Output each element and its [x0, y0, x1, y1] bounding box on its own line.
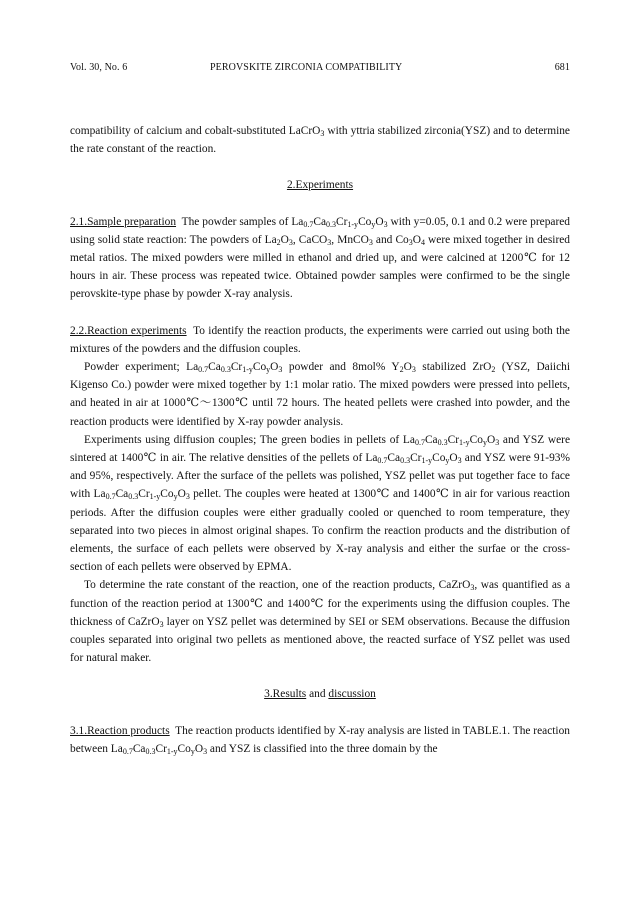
section-heading-and: and — [309, 688, 326, 701]
subsection-title-sample-preparation: 2.1.Sample preparation — [70, 215, 177, 228]
section-heading-text: 2.Experiments — [286, 179, 354, 192]
powder-experiment-paragraph: Powder experiment; $La_{0.7}Ca_{0.3}Cr_{1-y}Co_yO_3$ powder and 8mol% $Y_2O_3$ stabilized ZrO$_2$ (YSZ, Daiichi Kigenso Co.) powder were mixed together by 1:1 molar ratio. The mixed powders were pressed into pellets, and heated in air at 1000℃～1300℃ until 72 hours. The heated pellets were crashed into powder, and the reaction products were identified by X-ray powder analysis. — [70, 361, 570, 428]
sample-preparation-paragraph — [70, 213, 570, 304]
subsection-title-reaction-experiments: 2.2.Reaction experiments — [70, 324, 187, 337]
page-number: 681 — [554, 62, 570, 73]
section-heading-results-b: discussion — [328, 688, 376, 701]
reaction-products-paragraph — [70, 722, 570, 758]
reaction-experiments-text: To identify the reaction products, the experiments were carried out using both the mixtures of the powders and the diffusion couples. — [70, 324, 570, 355]
section-heading-results — [70, 685, 570, 703]
running-title: PEROVSKITE ZIRCONIA COMPATIBILITY — [210, 62, 403, 73]
intro-paragraph: compatibility of calcium and cobalt-substituted LaCrO$_3$ with yttria stabilized zirconia(YSZ) and to determine the rate constant of the reaction. — [70, 125, 570, 156]
diffusion-couples-paragraph: Experiments using diffusion couples; The green bodies in pellets of $La_{0.7}Ca_{0.3}Cr_{1-y}Co_yO_3$ and YSZ were sintered at 1400℃ in air. The relative densities of the pellets of $La_{0.7}Ca_{0.3}Cr_{1-y}Co_yO_3$ and YSZ were 91-93% and 95%, respectively. After the surface of the pellets was polished, YSZ pellet was put together face to face with $La_{0.7}Ca_{0.3}Cr_{1-y}Co_yO_3$ pellet. The couples were heated at 1300℃ and 1400℃ in air for various reaction periods. After the diffusion couples were either gradually cooled or quenched to room temperature, they separated into two pieces in almost original shapes. To confirm the reaction products and the distribution of elements, the surface of each pellets were observed by X-ray analysis and either the surfae or the cross-section of each pellets were observed by EPMA. — [70, 433, 571, 574]
section-heading-results-a: 3.Results — [264, 688, 307, 701]
reaction-products-text: The reaction products identified by X-ray analysis are listed in TABLE.1. The reaction between $La_{0.7}Ca_{0.3}Cr_{1-y}Co_yO_3$ and YSZ is classified into the three domain by the — [70, 724, 570, 756]
section-heading-experiments — [70, 176, 570, 194]
reaction-experiments-paragraph — [70, 322, 570, 358]
rate-constant-paragraph: To determine the rate constant of the reaction, one of the reaction products, CaZrO$_3$, was quantified as a function of the reaction period at 1300℃ and 1400℃ for the experiments using the diffusion couples. The thickness of CaZrO$_3$ layer on YSZ pellet was determined by SEI or SEM observations. Because the diffusion couples separated into original two pellets as mentioned above, the reacted surface of YSZ pellet was used for natural maker. — [70, 579, 570, 665]
sample-preparation-text: The powder samples of $La_{0.7}Ca_{0.3}Cr_{1-y}Co_yO_3$ with y=0.05, 0.1 and 0.2 were prepared using solid state reaction: The powders of $La_2O_3$, CaCO$_3$, MnCO$_3$ and $Co_3O_4$ were mixed together in desired metal ratios. The mixed powders were milled in ethanol and dried up, and were calcined at 1200℃ for 12 hours in air. These process was repeated twice. Obtained powder samples were confirmed to be the single perovskite-type phase by powder X-ray analysis. — [70, 215, 571, 301]
running-header — [70, 62, 570, 76]
article-body — [70, 122, 570, 758]
subsection-title-reaction-products: 3.1.Reaction products — [70, 724, 170, 737]
volume-label: Vol. 30, No. 6 — [70, 62, 128, 73]
